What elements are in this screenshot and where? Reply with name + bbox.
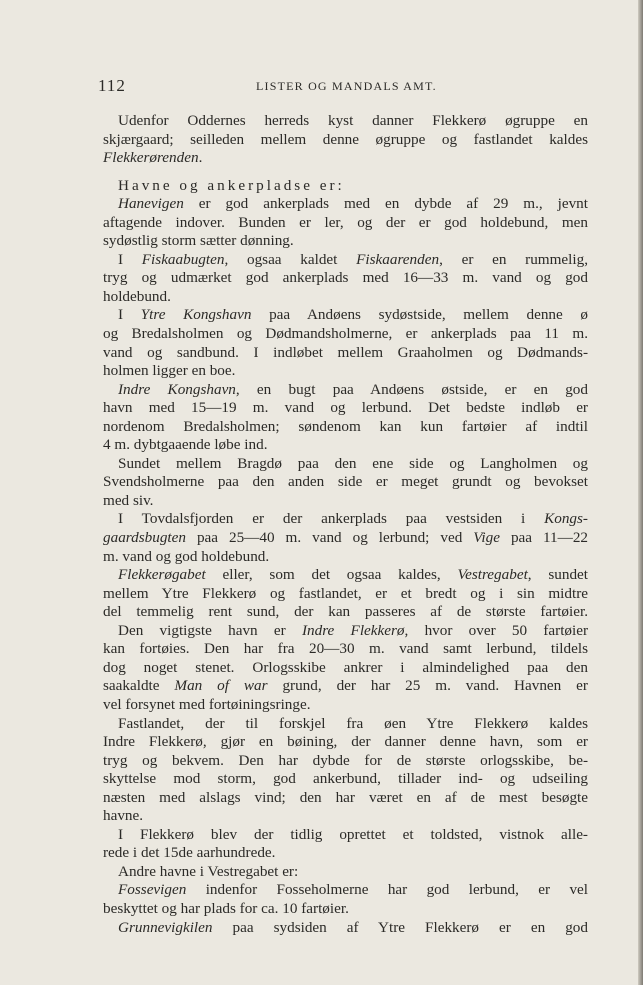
- text-line: [103, 789, 588, 808]
- text-line: [103, 770, 588, 789]
- text-run: skyttelse mod storm, god ankerbund, tillader ind- og udseiling: [103, 770, 588, 788]
- italic-term: gaardsbugten: [103, 529, 186, 547]
- text-run: , en bugt paa Andøens østside, er en god: [235, 380, 588, 398]
- text-run: .: [198, 149, 203, 167]
- text-run: paa Andøens sydøstside, mellem denne ø: [251, 306, 588, 324]
- text-run: Havne og ankerpladse er:: [118, 176, 345, 194]
- text-run: 4 m. dybtgaaende løbe ind.: [103, 436, 268, 454]
- text-line: [103, 715, 588, 734]
- text-line: [103, 473, 588, 492]
- text-line: [103, 455, 588, 474]
- text-run: rede i det 15de aarhundrede.: [103, 844, 276, 862]
- text-line: [103, 112, 588, 131]
- text-run: sydøstlig storm sætter dønning.: [103, 232, 294, 250]
- text-run: Den vigtigste havn er: [118, 621, 302, 639]
- text-line: [103, 696, 588, 715]
- text-line: [103, 251, 588, 270]
- text-run: indenfor Fosseholmerne har god lerbund, er vel: [186, 881, 588, 899]
- text-line: [103, 529, 588, 548]
- text-run: , ogsaa kaldet: [224, 250, 357, 268]
- text-run: eller, som det ogsaa kaldes,: [205, 566, 458, 584]
- text-run: aftagende indover. Bunden er ler, og der er god holdebund, men: [103, 213, 588, 231]
- page-edge: [638, 0, 643, 985]
- text-run: skjærgaard; seilleden mellem denne øgruppe og fastlandet kaldes: [103, 130, 588, 148]
- text-run: havne.: [103, 807, 144, 825]
- italic-term: Flekkerørenden: [103, 149, 199, 167]
- text-line: [103, 362, 588, 381]
- italic-term: Fiskaarenden: [356, 250, 440, 268]
- italic-term: Indre Flekkerø: [301, 621, 405, 639]
- text-line: [103, 214, 588, 233]
- text-line: [103, 149, 588, 168]
- italic-term: Indre Kongshavn: [118, 380, 236, 398]
- text-line: [103, 510, 588, 529]
- text-line: [103, 881, 588, 900]
- text-line: [103, 863, 588, 882]
- text-line: [103, 306, 588, 325]
- text-line: [103, 659, 588, 678]
- text-line: [103, 826, 588, 845]
- text-run: tryg og bekvem. Den har dybde for de største orlogsskibe, be-: [103, 751, 588, 769]
- text-run: Fastlandet, der til forskjel fra øen Ytre Flekkerø kaldes: [118, 714, 588, 732]
- text-line: [103, 418, 588, 437]
- text-run: , sundet: [527, 566, 589, 584]
- text-line: [103, 548, 588, 567]
- text-run: I Flekkerø blev der tidlig oprettet et toldsted, vistnok alle-: [118, 825, 588, 843]
- text-run: paa 11—22: [499, 529, 589, 547]
- text-run: næsten med alslags vind; den har været en af de mest besøgte: [103, 788, 588, 806]
- text-line: [103, 436, 588, 455]
- text-line: [103, 733, 588, 752]
- text-run: Indre Flekkerø, gjør en bøining, der danner denne havn, som er: [103, 733, 588, 751]
- italic-term: Hanevigen: [118, 195, 184, 213]
- text-line: [103, 677, 588, 696]
- text-line: [103, 177, 588, 196]
- text-line: [103, 919, 588, 938]
- text-line: [103, 288, 588, 307]
- text-run: havn med 15—19 m. vand og lerbund. Det bedste indløb er: [103, 399, 588, 417]
- text-run: kan fortøies. Den har fra 20—30 m. vand samt lerbund, tildels: [103, 640, 588, 658]
- italic-term: Vestregabet: [457, 566, 528, 584]
- text-run: mellem Ytre Flekkerø og fastlandet, er et bredt og i sin midtre: [103, 584, 588, 602]
- italic-term: Man of war: [174, 677, 268, 695]
- italic-term: Ytre Kongshavn: [140, 306, 252, 324]
- text-run: saakaldte: [103, 677, 175, 695]
- text-run: Udenfor Oddernes herreds kyst danner Flekkerø øgruppe en: [118, 112, 588, 129]
- text-line: [103, 622, 588, 641]
- text-run: , hvor over 50 fartøier: [404, 621, 589, 639]
- text-run: I Tovdalsfjorden er der ankerplads paa vestsiden i: [118, 510, 545, 528]
- text-run: Andre havne i Vestregabet er:: [118, 862, 299, 880]
- text-run: I: [118, 250, 142, 268]
- text-run: paa sydsiden af Ytre Flekkerø er en god: [212, 918, 588, 936]
- text-run: Sundet mellem Bragdø paa den ene side og Langholmen og: [118, 454, 588, 472]
- italic-term: Flekkerøgabet: [118, 566, 206, 584]
- text-run: holdebund.: [103, 287, 171, 305]
- text-run: tryg og udmærket god ankerplads med 16—33 m. vand og god: [103, 269, 588, 287]
- text-run: m. vand og god holdebund.: [103, 547, 270, 565]
- text-run: er god ankerplads med en dybde af 29 m., jevnt: [183, 195, 588, 213]
- text-line: [103, 844, 588, 863]
- text-run: holmen ligger en boe.: [103, 362, 236, 380]
- text-line: [103, 381, 588, 400]
- text-run: og Bredalsholmen og Dødmandsholmerne, er ankerplads paa 11 m.: [103, 325, 588, 343]
- italic-term: Vige: [473, 529, 500, 547]
- italic-term: Fiskaabugten: [141, 250, 225, 268]
- text-run: nordenom Bredalsholmen; søndenom kan kun fartøier af indtil: [103, 417, 588, 435]
- text-line: [103, 603, 588, 622]
- text-run: dog noget stenet. Orlogsskibe ankrer i almindelighed paa den: [103, 658, 588, 676]
- text-line: [103, 344, 588, 363]
- text-run: beskyttet og har plads for ca. 10 fartøier.: [103, 899, 349, 917]
- text-run: , er en rummelig,: [439, 250, 588, 268]
- text-line: [103, 195, 588, 214]
- text-run: grund, der har 25 m. vand. Havnen er: [267, 677, 588, 695]
- text-run: I: [118, 306, 141, 324]
- text-line: [103, 752, 588, 771]
- text-run: paa 25—40 m. vand og lerbund; ved: [185, 529, 474, 547]
- text-line: [103, 585, 588, 604]
- page-number: 112: [98, 76, 126, 95]
- text-line: [103, 131, 588, 150]
- text-line: [103, 566, 588, 585]
- text-run: del temmelig rent sund, der kan passeres af de største fartøier.: [103, 603, 588, 621]
- italic-term: Fossevigen: [118, 881, 187, 899]
- running-title: LISTER OG MANDALS AMT.: [256, 79, 437, 93]
- italic-term: Kongs-: [544, 510, 588, 528]
- text-line: [103, 399, 588, 418]
- text-run: vand og sandbund. I indløbet mellem Graaholmen og Dødmands-: [103, 343, 588, 361]
- body-text: [103, 112, 588, 937]
- text-run: med siv.: [103, 491, 154, 509]
- text-line: [103, 640, 588, 659]
- italic-term: Grunnevigkilen: [118, 918, 213, 936]
- text-run: vel forsynet med fortøiningsringe.: [103, 695, 311, 713]
- page-header: [98, 76, 588, 98]
- text-line: [103, 807, 588, 826]
- text-line: [103, 232, 588, 251]
- text-line: [103, 900, 588, 919]
- text-line: [103, 269, 588, 288]
- text-line: [103, 492, 588, 511]
- text-line: [103, 325, 588, 344]
- text-run: Svendsholmerne paa den anden side er meget grundt og bevokset: [103, 473, 588, 491]
